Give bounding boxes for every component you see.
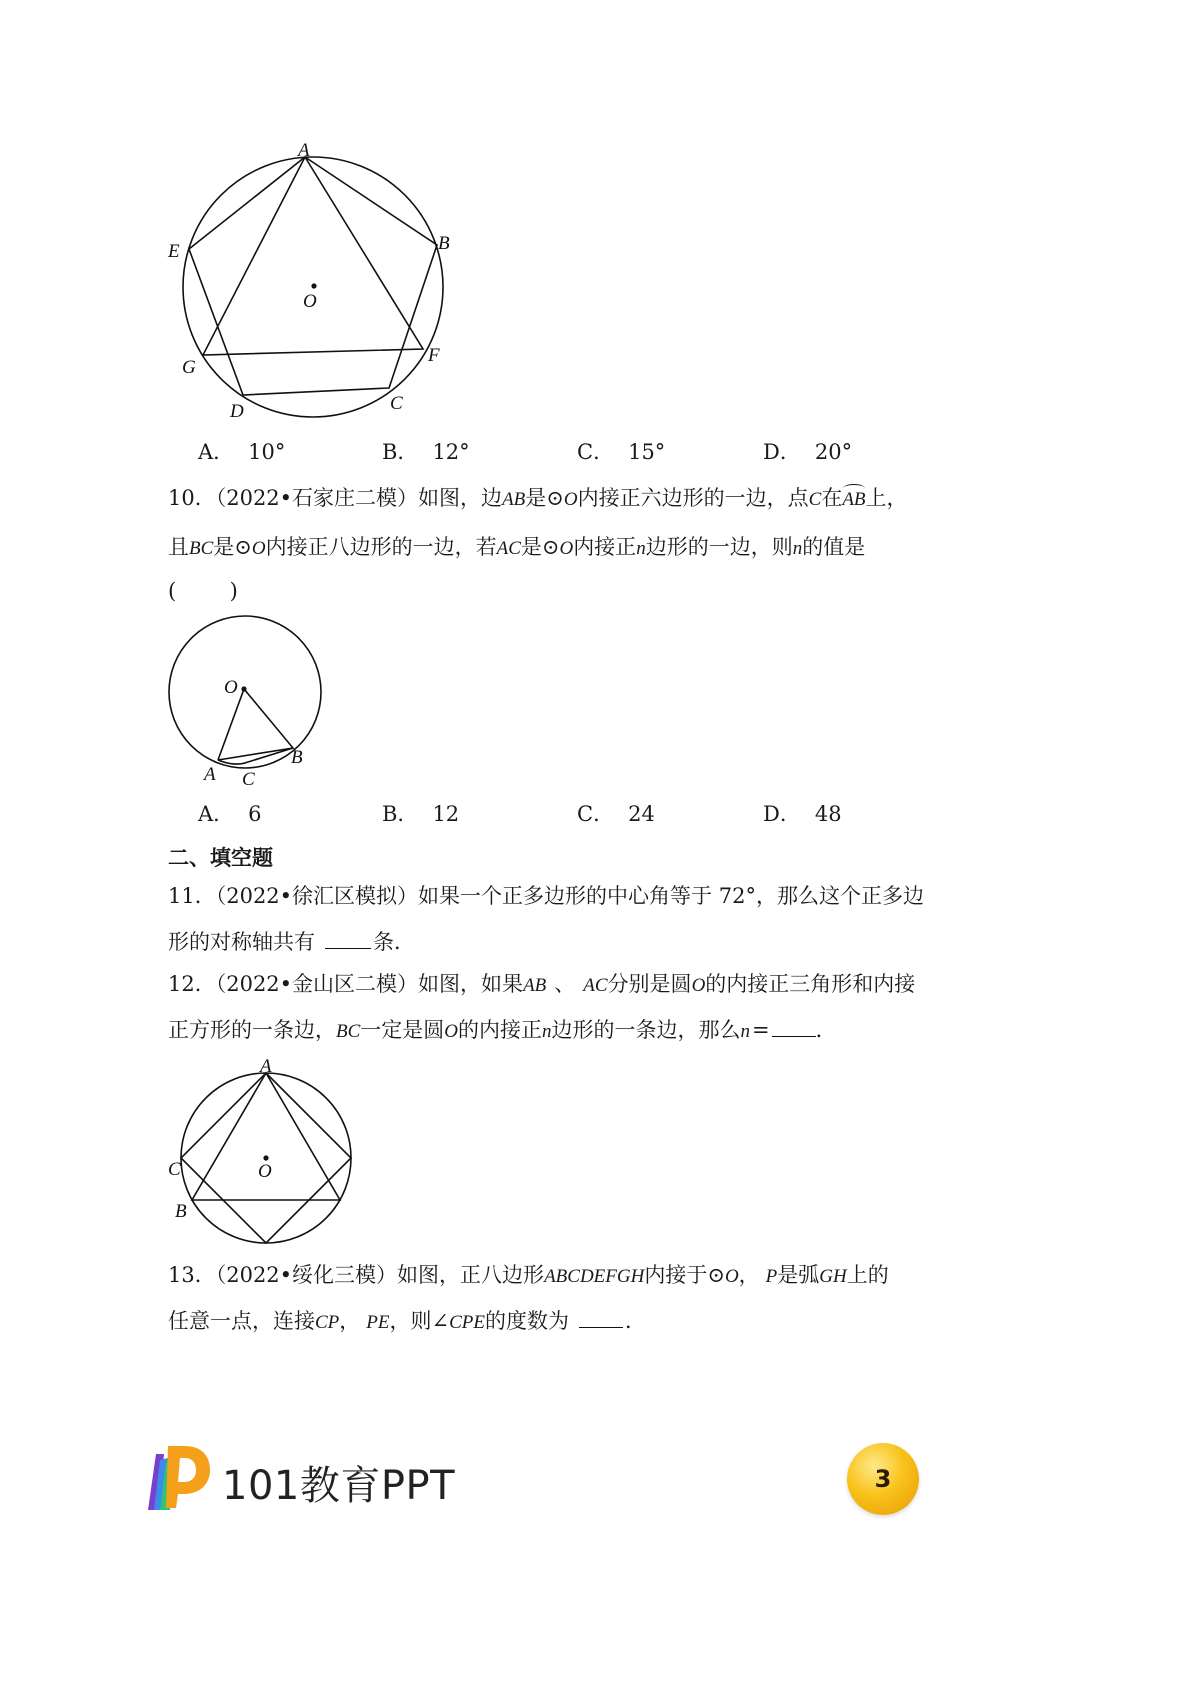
q12-label-c: C bbox=[168, 1159, 181, 1180]
q10-label-c: C bbox=[242, 769, 255, 790]
q9-label-g: G bbox=[182, 357, 196, 378]
q10-answer-paren: ( ) bbox=[168, 579, 238, 603]
q12-label-b: B bbox=[175, 1201, 187, 1222]
arc-ab: AB bbox=[842, 489, 866, 510]
q10-option-a[interactable]: A． 6 bbox=[198, 802, 262, 826]
q10-option-b[interactable]: B． 12 bbox=[382, 802, 460, 826]
q9-label-d: D bbox=[230, 401, 244, 422]
q9-option-b[interactable]: B． 12° bbox=[382, 440, 470, 464]
q12-answer-blank[interactable] bbox=[772, 1018, 816, 1037]
q10-line-2: 且BC是⊙O内接正八边形的一边，若AC是⊙O内接正n边形的一边，则n的值是 bbox=[168, 535, 866, 559]
q10-line-1: 10．（2022•石家庄二模）如图，边AB是⊙O内接正六边形的一边，点C在AB上， bbox=[168, 486, 908, 510]
q13-answer-blank[interactable] bbox=[579, 1309, 623, 1328]
q9-center-dot bbox=[311, 283, 316, 288]
brand-name: 101教育PPT bbox=[222, 1463, 456, 1509]
q10-figure bbox=[160, 610, 335, 790]
q9-option-a[interactable]: A． 10° bbox=[198, 440, 286, 464]
q10-center-dot bbox=[241, 686, 246, 691]
page-number: 3 bbox=[874, 1465, 892, 1493]
q9-option-d[interactable]: D． 20° bbox=[763, 440, 853, 464]
q9-label-e: E bbox=[168, 241, 180, 262]
q13-line-1: 13．（2022•绥化三模）如图，正八边形ABCDEFGH内接于⊙O， P是弧GH上的 bbox=[168, 1263, 889, 1287]
q10-triangle bbox=[218, 689, 293, 760]
q9-pentagon bbox=[189, 157, 437, 395]
q9-figure bbox=[168, 140, 465, 425]
q9-triangle bbox=[203, 157, 423, 355]
q9-label-c: C bbox=[390, 393, 403, 414]
q9-label-f: F bbox=[428, 345, 440, 366]
q10-label-o: O bbox=[224, 677, 238, 698]
page-number-badge bbox=[847, 1443, 919, 1515]
q10-option-c[interactable]: C． 24 bbox=[577, 802, 655, 826]
q9-label-b: B bbox=[438, 233, 450, 254]
q10-label-b: B bbox=[291, 747, 303, 768]
q11-line-1: 11．（2022•徐汇区模拟）如果一个正多边形的中心角等于 72°，那么这个正多边 bbox=[168, 884, 924, 908]
q10-option-d[interactable]: D． 48 bbox=[763, 802, 842, 826]
q12-label-a: A bbox=[260, 1056, 272, 1077]
q13-line-2: 任意一点，连接CP， PE，则∠CPE的度数为 ． bbox=[168, 1309, 646, 1333]
q12-line-2: 正方形的一条边，BC一定是圆O的内接正n边形的一条边，那么n= ． bbox=[168, 1018, 837, 1042]
q12-label-o: O bbox=[258, 1161, 272, 1182]
q12-line-1: 12．（2022•金山区二模）如图，如果AB 、 AC分别是圆O的内接正三角形和内接 bbox=[168, 972, 916, 996]
q10-chord-ac bbox=[218, 760, 248, 764]
section-heading-fill-blank: 二、填空题 bbox=[168, 846, 273, 870]
q10-circle bbox=[169, 616, 321, 768]
q9-label-o: O bbox=[303, 291, 317, 312]
q12-center-dot bbox=[263, 1155, 268, 1160]
q9-option-c[interactable]: C． 15° bbox=[577, 440, 666, 464]
q11-line-2: 形的对称轴共有 条． bbox=[168, 930, 415, 954]
q12-figure bbox=[160, 1055, 365, 1245]
brand-logo-icon bbox=[140, 1440, 212, 1512]
q9-label-a: A bbox=[298, 140, 310, 161]
q10-label-a: A bbox=[204, 764, 216, 785]
q11-answer-blank[interactable] bbox=[325, 930, 371, 949]
